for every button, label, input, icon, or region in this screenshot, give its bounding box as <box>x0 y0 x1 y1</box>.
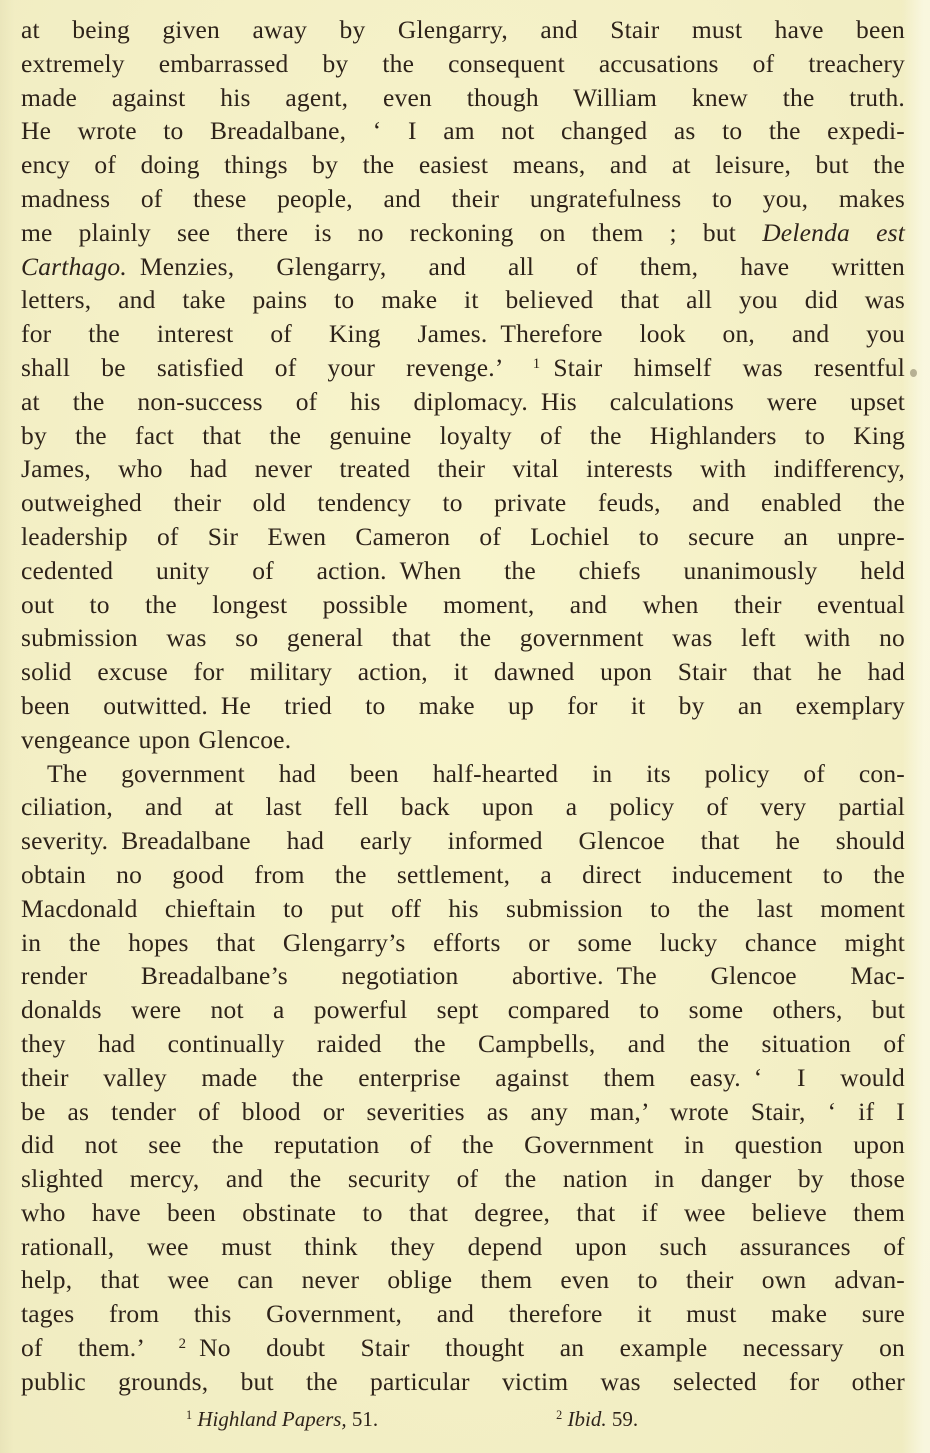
text-line <box>21 317 905 351</box>
text-segment: for the interest of King James. Therefore look on, and you <box>21 319 905 349</box>
text-line <box>21 1027 905 1061</box>
text-segment: No doubt Stair thought an example necessary on <box>186 1333 905 1363</box>
text-segment: shall be satisfied of your revenge.’ <box>21 352 533 382</box>
text-segment: in the hopes that Glengarry’s efforts or some lucky chance might <box>21 927 905 957</box>
text-line <box>21 959 905 993</box>
text-segment: rationall, wee must think they depend upon such assurances of <box>21 1231 905 1261</box>
text-line <box>21 1095 905 1129</box>
text-line <box>21 757 905 791</box>
text-line <box>21 723 905 757</box>
text-line <box>21 1263 905 1297</box>
text-segment: did not see the reputation of the Government in question upon <box>21 1130 905 1160</box>
text-line <box>21 486 905 520</box>
text-line <box>21 554 905 588</box>
text-line <box>21 1331 905 1365</box>
text-segment: who have been obstinate to that degree, that if wee believe them <box>21 1197 905 1227</box>
text-line <box>21 419 905 453</box>
text-segment: madness of these people, and their ungratefulness to you, makes <box>21 183 905 213</box>
text-segment: solid excuse for military action, it dawned upon Stair that he had <box>21 657 905 687</box>
text-segment: render Breadalbane’s negotiation abortive. The Glencoe Mac- <box>21 961 905 991</box>
text-segment: help, that wee can never oblige them even to their own advan- <box>21 1265 905 1295</box>
italic-text: Ibid. <box>567 1406 607 1431</box>
text-segment: be as tender of blood or severities as any man,’ wrote Stair, ‘ if I <box>21 1096 905 1126</box>
footnote-reference: 1 <box>532 356 541 373</box>
text-line <box>21 385 905 419</box>
text-segment: James, who had never treated their vital interests with indifferency, <box>21 454 905 484</box>
text-segment: severity. Breadalbane had early informed Glencoe that he should <box>21 826 905 856</box>
footnote-reference: 2 <box>178 1336 187 1353</box>
text-segment: The government had been half-hearted in its policy of con- <box>47 758 905 788</box>
text-segment: 51. <box>346 1406 379 1431</box>
text-segment: they had continually raided the Campbells, and the situation of <box>21 1028 905 1058</box>
text-line <box>21 858 905 892</box>
text-line <box>21 182 905 216</box>
text-segment: out to the longest possible moment, and when their eventual <box>21 589 905 619</box>
text-line <box>21 520 905 554</box>
text-line <box>21 148 905 182</box>
text-line <box>21 1162 905 1196</box>
text-line <box>21 790 905 824</box>
text-line <box>21 588 905 622</box>
italic-text: Carthago. <box>21 251 127 281</box>
text-line <box>21 1061 905 1095</box>
text-line <box>21 1128 905 1162</box>
italic-text: Delenda est <box>762 217 905 247</box>
text-segment: 59. <box>606 1406 639 1431</box>
text-line <box>21 81 905 115</box>
text-segment: ciliation, and at last fell back upon a policy of very partial <box>21 792 905 822</box>
text-line <box>21 892 905 926</box>
text-segment: outweighed their old tendency to private feuds, and enabled the <box>21 488 905 518</box>
text-line <box>21 13 905 47</box>
text-segment: me plainly see there is no reckoning on them ; but <box>21 217 763 247</box>
text-line <box>21 655 905 689</box>
text-line <box>21 1365 905 1399</box>
text-segment: extremely embarrassed by the consequent accusations of treachery <box>21 48 905 78</box>
text-line <box>21 250 905 284</box>
text-segment: by the fact that the genuine loyalty of the Highlanders to King <box>21 420 905 450</box>
text-segment: of them.’ <box>21 1333 179 1363</box>
text-segment: leadership of Sir Ewen Cameron of Lochiel to secure an unpre- <box>21 521 905 551</box>
text-line <box>21 824 905 858</box>
paragraph <box>21 13 905 757</box>
text-line <box>21 689 905 723</box>
footnote <box>186 1404 378 1434</box>
text-line <box>21 926 905 960</box>
text-segment: made against his agent, even though William knew the truth. <box>21 82 905 112</box>
text-line <box>21 621 905 655</box>
text-line <box>21 1196 905 1230</box>
text-segment: Menzies, Glengarry, and all of them, have written <box>126 251 905 281</box>
text-line <box>21 216 905 250</box>
text-segment: obtain no good from the settlement, a direct inducement to the <box>21 859 905 889</box>
text-segment: Macdonald chieftain to put off his submission to the last moment <box>21 893 905 923</box>
text-segment: their valley made the enterprise against them easy. ‘ I would <box>21 1062 905 1092</box>
text-segment: submission was so general that the government was left with no <box>21 623 905 653</box>
text-segment: slighted mercy, and the security of the nation in danger by those <box>21 1164 905 1194</box>
text-line <box>21 993 905 1027</box>
paragraph <box>21 757 905 1399</box>
text-segment: donalds were not a powerful sept compared to some others, but <box>21 995 905 1025</box>
text-line <box>21 1297 905 1331</box>
text-segment: vengeance upon Glencoe. <box>21 724 292 754</box>
text-line <box>21 47 905 81</box>
page-text <box>21 13 905 1399</box>
text-segment: at being given away by Glengarry, and Stair must have been <box>21 15 905 44</box>
text-segment: ency of doing things by the easiest means, and at leisure, but the <box>21 150 905 180</box>
text-line <box>21 114 905 148</box>
text-line <box>21 452 905 486</box>
scan-speck <box>910 369 917 377</box>
italic-text: Highland Papers, <box>197 1406 347 1431</box>
text-segment: cedented unity of action. When the chiefs unanimously held <box>21 555 905 585</box>
footnote-marker: 2 <box>556 1408 563 1423</box>
text-segment: tages from this Government, and therefore it must make sure <box>21 1299 905 1329</box>
footnotes <box>21 1404 905 1434</box>
text-segment: letters, and take pains to make it believed that all you did was <box>21 285 905 315</box>
text-segment: public grounds, but the particular victim was selected for other <box>21 1366 905 1396</box>
text-line <box>21 283 905 317</box>
text-segment: He wrote to Breadalbane, ‘ I am not changed as to the expedi- <box>21 116 905 146</box>
text-line <box>21 351 905 385</box>
footnote-marker: 1 <box>186 1408 193 1423</box>
text-line <box>21 1230 905 1264</box>
text-segment: at the non-success of his diplomacy. His calculations were upset <box>21 386 905 416</box>
text-segment: Stair himself was resentful <box>540 352 905 382</box>
footnote <box>556 1404 638 1434</box>
text-segment: been outwitted. He tried to make up for it by an exemplary <box>21 690 905 720</box>
